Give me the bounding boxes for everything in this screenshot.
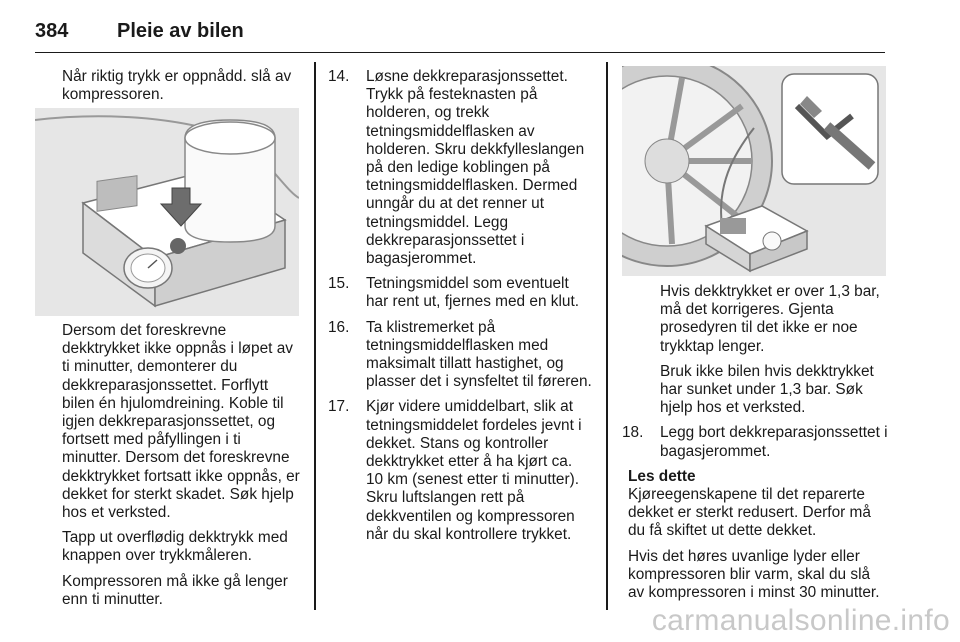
page-number: 384 (35, 20, 69, 42)
step-number: 15. (328, 275, 350, 293)
compressor-time-paragraph: Kompressoren må ikke gå lenger enn ti minutter. (62, 572, 288, 608)
release-pressure-paragraph: Tapp ut overflødig dekktrykk med knappen over trykkmåleren. (62, 529, 288, 565)
compressor-illustration (35, 108, 299, 316)
compressor-drawing (35, 108, 299, 316)
step-14 (328, 68, 592, 268)
steps-list-2 (622, 424, 888, 460)
step-text: Tetningsmiddel som eventuelt har rent ut, fjernes med en klut. (366, 275, 580, 311)
pressure-under-paragraph: Bruk ikke bilen hvis dekktrykket har sunket under 1,3 bar. Søk hjelp hos et verksted. (660, 362, 874, 417)
pressure-over-paragraph: Hvis dekktrykket er over 1,3 bar, må det korrigeres. Gjenta prosedyren til det ikke er noe trykktap lenger. (660, 283, 880, 355)
column-1-intro (62, 68, 302, 111)
step-number: 18. (622, 424, 644, 442)
step-text: Legg bort dekkreparasjonssettet i bagasjerommet. (660, 424, 888, 460)
step-number: 17. (328, 398, 350, 416)
watermark: carmanualsonline.info (651, 604, 950, 637)
step-number: 16. (328, 318, 350, 336)
steps-list (328, 68, 592, 544)
step-18 (622, 424, 888, 460)
step-text: Kjør videre umiddelbart, slik at tetningsmiddelet fordeles jevnt i dekket. Stans og kontroller dekktrykket etter å ha kjørt ca. 10 km (senest etter ti minutter). Skru luftslangen rett på dekkventilen og kompressoren når du skal kontrollere trykket. (366, 398, 582, 543)
step-text: Løsne dekkreparasjonssettet. Trykk på festeknasten på holderen, og trekk tetningsmiddelflasken av holderen. Skru dekkfylleslangen på den ledige koblingen på tetningsmiddelflasken. Dermed unngår du at det renner ut tetningsmiddel. Legg dekkreparasjonssettet i bagasjerommet. (366, 68, 585, 268)
intro-paragraph: Når riktig trykk er oppnådd. slå av kompressoren. (62, 68, 292, 104)
note-paragraph-1: Kjøreegenskapene til det reparerte dekket er sterkt redusert. Derfor må du få skiftet ut dette dekket. (628, 486, 871, 540)
step-15 (328, 275, 592, 311)
step-16 (328, 319, 592, 392)
page-title: Pleie av bilen (117, 20, 244, 42)
note-title: Les dette (628, 467, 696, 485)
tyre-drawing (622, 66, 886, 276)
column-3 (622, 283, 888, 609)
step-text: Ta klistremerket på tetningsmiddelflasken med maksimalt tillatt hastighet, og plasser det i synsfeltet til føreren. (366, 318, 592, 391)
page-header (35, 18, 885, 53)
column-divider-2 (606, 62, 608, 610)
pressure-not-reached-paragraph: Dersom det foreskrevne dekktrykket ikke oppnås i løpet av ti minutter, demonterer du dekkreparasjonssettet. Forflytt bilen én hjulomdreining. Koble til igjen dekkreparasjonssettet, og fortsett med påfyllingen i ti minutter. Dersom det foreskrevne dekktrykket fortsatt ikke oppnås, er dekket for sterkt skadet. Søk hjelp hos et verksted. (62, 322, 300, 522)
step-17 (328, 398, 592, 544)
step-number: 14. (328, 68, 350, 85)
column-2 (328, 68, 592, 551)
column-divider-1 (314, 62, 316, 610)
note-paragraph-2: Hvis det høres uvanlige lyder eller kompressoren blir varm, skal du slå av kompressoren i minst 30 minutter. (628, 547, 880, 602)
column-1-body (62, 322, 302, 616)
note-block (622, 468, 888, 602)
tyre-compressor-illustration (622, 66, 886, 276)
